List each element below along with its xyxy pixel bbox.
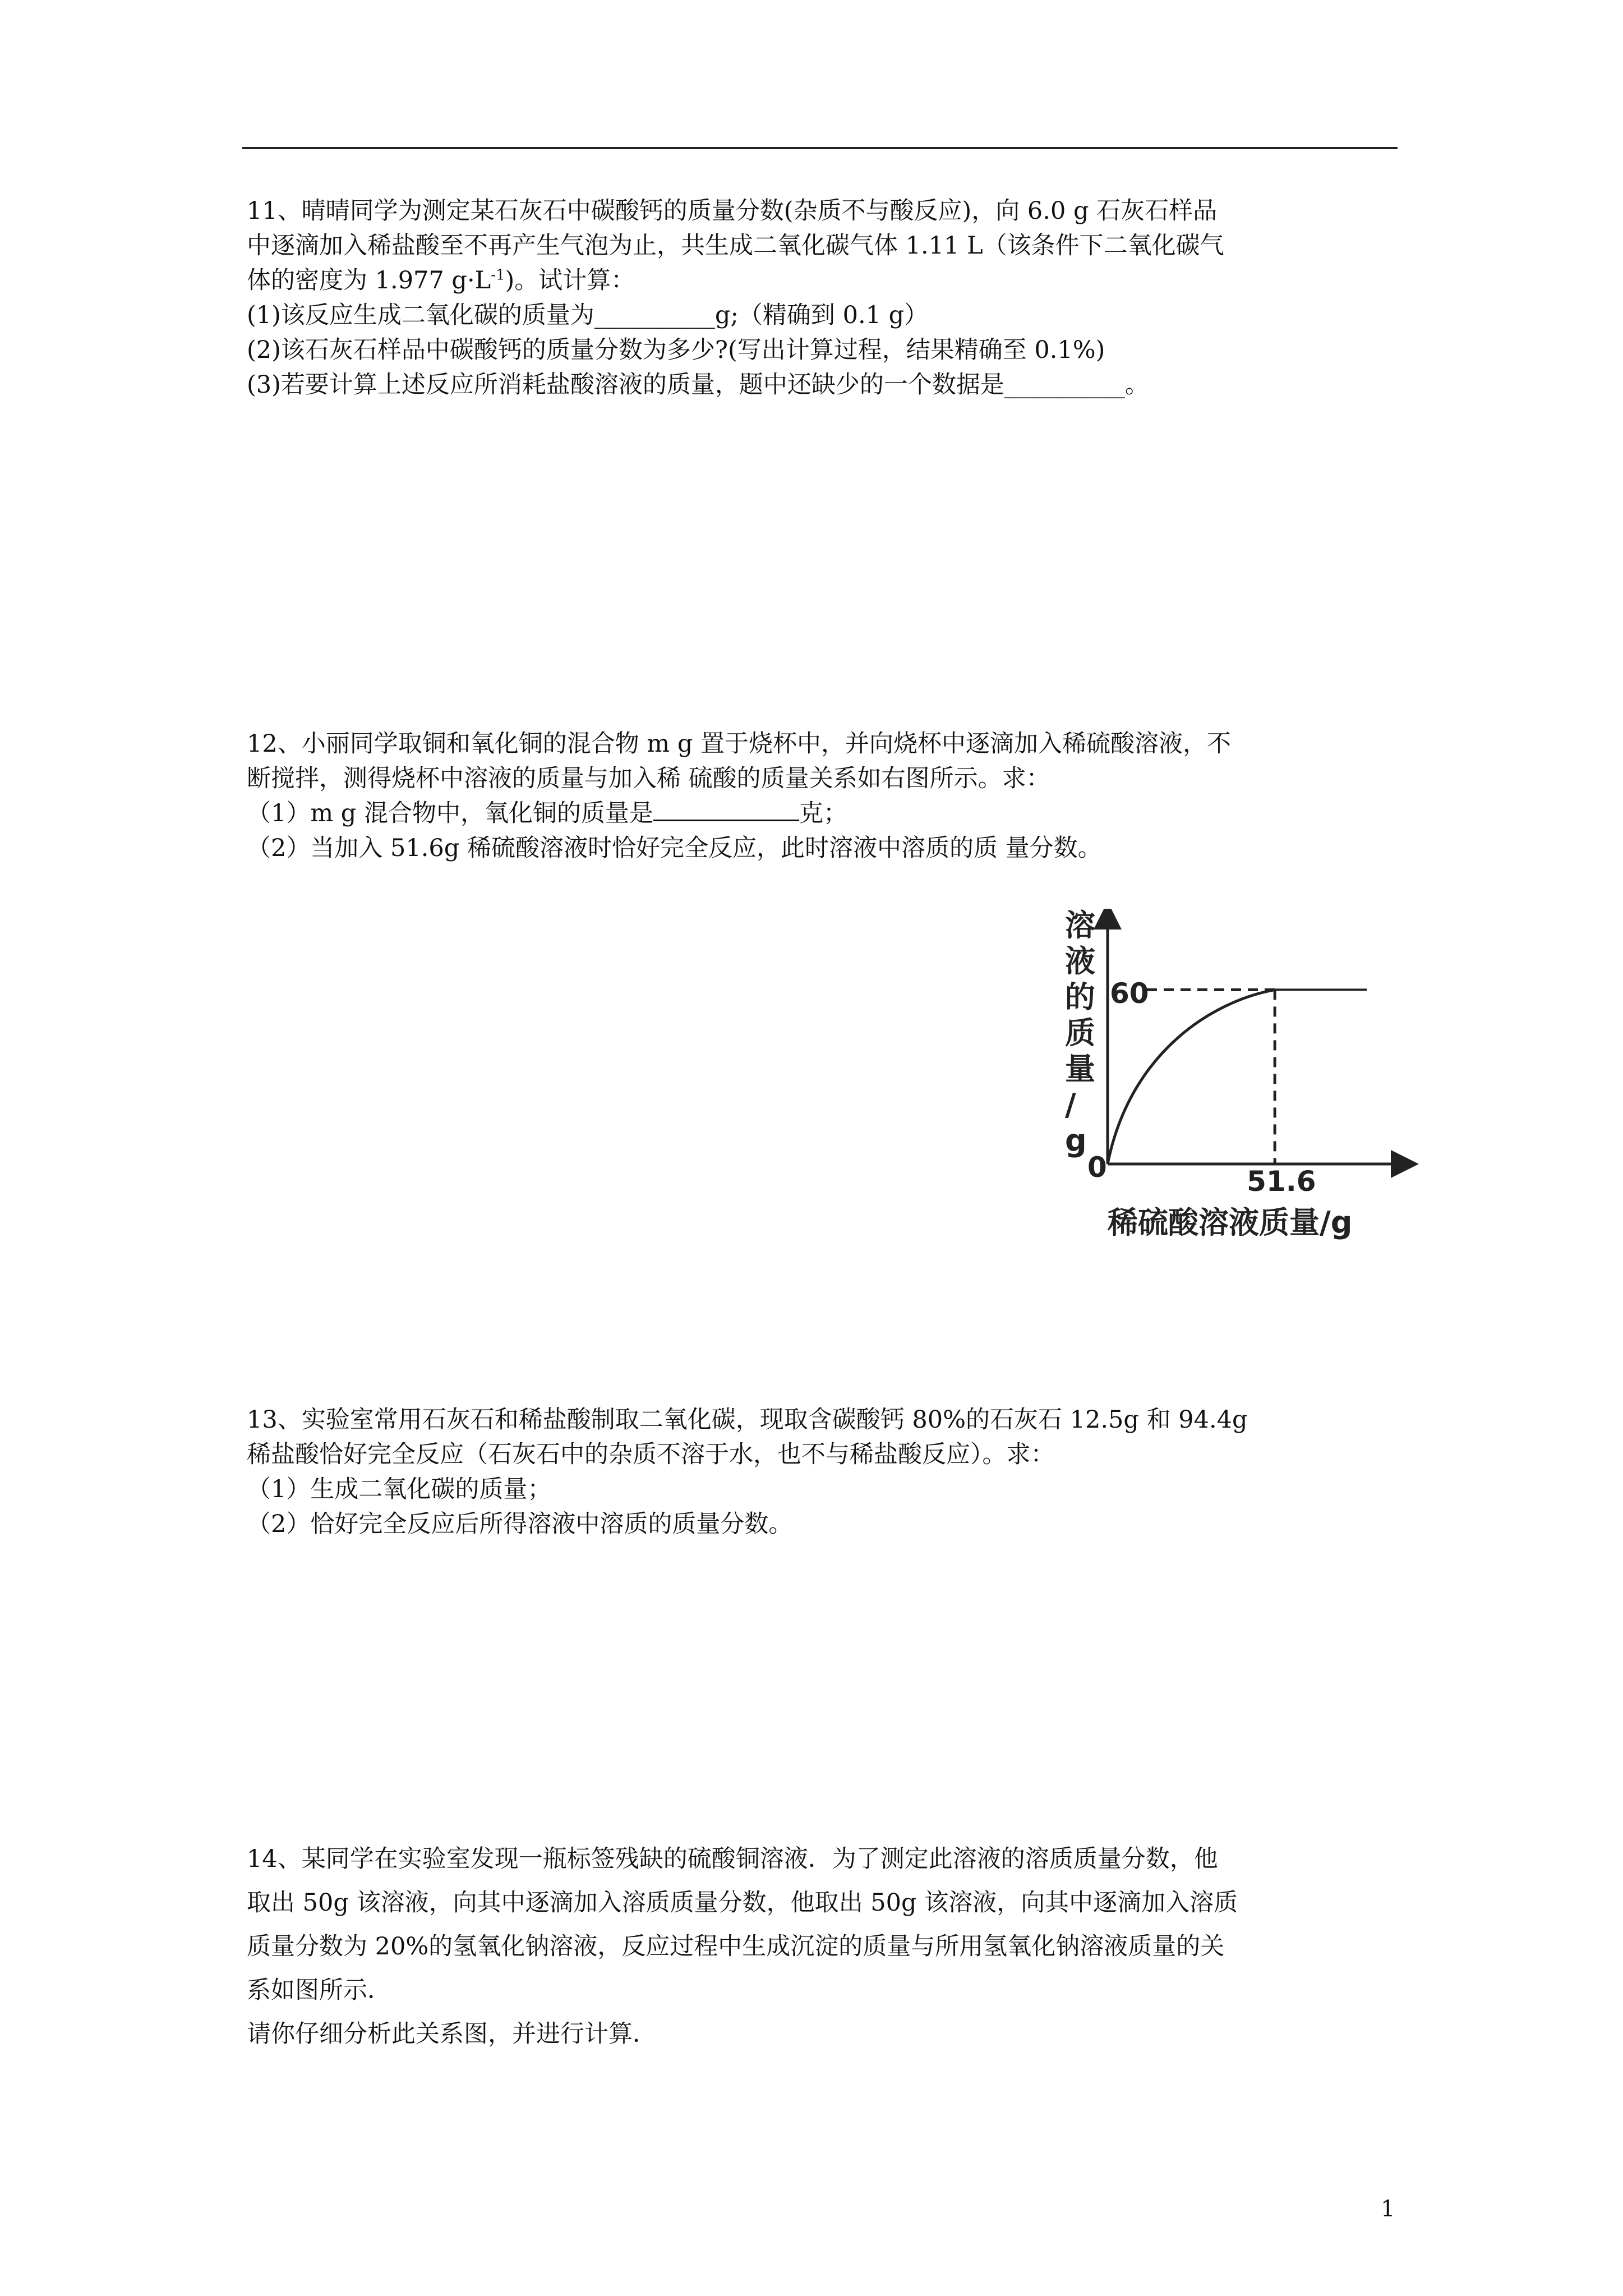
question-11 [247, 194, 1402, 402]
q11-part1-text: (1)该反应生成二氧化碳的质量为 [247, 301, 594, 329]
origin-label: 0 [1087, 1151, 1107, 1184]
q11-part-1 [247, 298, 1402, 333]
q12-part-1 [247, 796, 1402, 831]
y-tick-label: 60 [1110, 977, 1149, 1010]
x-axis-label: 稀硫酸溶液质量/g [1108, 1205, 1353, 1240]
q11-line-3 [247, 263, 1402, 298]
q11-part-2: (2)该石灰石样品中碳酸钙的质量分数为多少?(写出计算过程，结果精确至 0.1%) [247, 336, 1105, 364]
y-axis-label-char: 液 [1065, 944, 1095, 979]
q13-line-1: 13、实验室常用石灰石和稀盐酸制取二氧化碳，现取含碳酸钙 80%的石灰石 12.5g 和 94.4g [247, 1406, 1248, 1434]
question-14 [247, 1837, 1402, 2056]
q11-line-2: 中逐滴加入稀盐酸至不再产生气泡为止，共生成二氧化碳气体 1.11 L（该条件下二氧化碳气 [247, 232, 1224, 260]
page-number: 1 [1381, 2196, 1395, 2222]
q11-part3-suffix: 。 [1124, 371, 1149, 399]
reaction-curve [1108, 990, 1275, 1164]
y-axis-label-char: 量 [1065, 1051, 1095, 1087]
q11-line-1: 11、晴晴同学为测定某石灰石中碳酸钙的质量分数(杂质不与酸反应)，向 6.0 g 石灰石样品 [247, 197, 1218, 225]
q11-density-sup: -1 [491, 266, 505, 284]
x-tick-label: 51.6 [1247, 1165, 1316, 1198]
q14-line-5: 请你仔细分析此关系图，并进行计算． [247, 2020, 657, 2048]
y-axis-label-char: 质 [1065, 1015, 1095, 1051]
q12-line-1: 12、小丽同学取铜和氧化铜的混合物 m g 置于烧杯中，并向烧杯中逐滴加入稀硫酸溶液，不 [247, 730, 1232, 758]
q12-part1-text: （1）m g 混合物中，氧化铜的质量是 [247, 799, 653, 827]
header-rule [242, 147, 1398, 149]
y-axis-label [1065, 909, 1095, 1158]
q13-part-2: （2）恰好完全反应后所得溶液中溶质的质量分数。 [247, 1510, 793, 1538]
q11-part1-blank: __________ [594, 301, 715, 329]
q11-part3-text: (3)若要计算上述反应所消耗盐酸溶液的质量，题中还缺少的一个数据是 [247, 371, 1004, 399]
q12-part1-blank [653, 797, 799, 821]
y-axis-label-char: / [1065, 1087, 1076, 1122]
q11-part-3 [247, 367, 1402, 402]
question-12 [247, 726, 1402, 866]
q14-line-4: 系如图所示． [247, 1976, 391, 2004]
q13-part-1: （1）生成二氧化碳的质量； [247, 1475, 552, 1503]
q12-line-2: 断搅拌，测得烧杯中溶液的质量与加入稀 硫酸的质量关系如右图所示。求： [247, 765, 1050, 793]
y-axis-label-char: 溶 [1065, 909, 1095, 943]
q14-line-1: 14、某同学在实验室发现一瓶标签残缺的硫酸铜溶液．为了测定此溶液的溶质质量分数，他 [247, 1845, 1218, 1873]
y-axis-label-char: g [1065, 1123, 1087, 1158]
solution-mass-chart [1063, 909, 1422, 1245]
question-13 [247, 1402, 1402, 1542]
q11-density-prefix: 体的密度为 1.977 g·L [247, 266, 491, 295]
q14-line-3: 质量分数为 20%的氢氧化钠溶液，反应过程中生成沉淀的质量与所用氢氧化钠溶液质量的关 [247, 1932, 1225, 1961]
q11-part1-suffix: g;（精确到 0.1 g） [714, 301, 929, 329]
y-axis-label-char: 的 [1065, 979, 1095, 1015]
q11-part3-blank: __________ [1004, 371, 1125, 399]
q12-part1-suffix: 克； [799, 799, 847, 827]
q11-density-suffix: )。试计算： [505, 266, 635, 295]
q12-part-2: （2）当加入 51.6g 稀硫酸溶液时恰好完全反应，此时溶液中溶质的质 量分数。 [247, 834, 1102, 862]
q14-line-2: 取出 50g 该溶液，向其中逐滴加入溶质质量分数，他取出 50g 该溶液，向其中逐滴加入溶质 [247, 1889, 1238, 1917]
q13-line-2: 稀盐酸恰好完全反应（石灰石中的杂质不溶于水，也不与稀盐酸反应）。求： [247, 1441, 1055, 1469]
